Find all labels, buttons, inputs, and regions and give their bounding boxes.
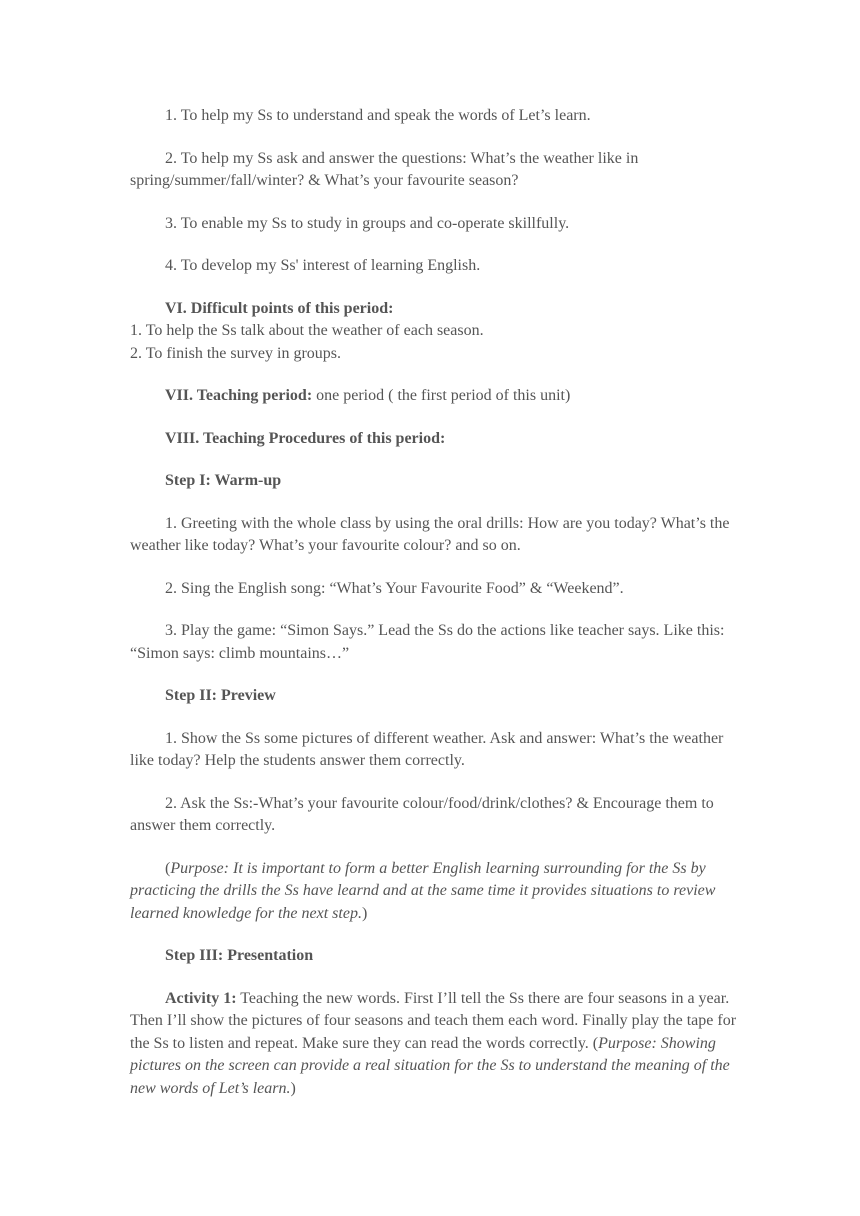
objective-4: 4. To develop my Ss' interest of learning English. <box>165 257 481 274</box>
step1-item-1: 1. Greeting with the whole class by using the oral drills: How are you today? What’s the weather like today? What’s your favourite colour? and so on. <box>130 514 730 554</box>
step3-activity-1 <box>130 988 740 1101</box>
activity-1-close: ) <box>290 1079 296 1097</box>
step1-heading: Step I: Warm-up <box>165 472 282 489</box>
step2-heading: Step II: Preview <box>165 687 276 704</box>
objective-2: 2. To help my Ss ask and answer the questions: What’s the weather like in spring/summer/fall/winter? & What’s your favourite season? <box>130 149 639 189</box>
step2-purpose-open: ( <box>165 859 171 877</box>
teaching-period <box>130 385 740 408</box>
procedures-heading: VIII. Teaching Procedures of this period: <box>165 429 446 447</box>
difficult-points-heading: VI. Difficult points of this period: <box>165 299 394 317</box>
step2-purpose-close: ) <box>361 904 368 922</box>
difficult-point-2: 2. To finish the survey in groups. <box>130 344 342 362</box>
activity-1-purpose: Purpose: Showing pictures on the screen can provide a real situation for the Ss to understand the meaning of the new words of Let’s learn. <box>130 1034 730 1097</box>
difficult-point-1: 1. To help the Ss talk about the weather of each season. <box>130 322 484 339</box>
step1-item-3: 3. Play the game: “Simon Says.” Lead the Ss do the actions like teacher says. Like this: “Simon says: climb mountains…” <box>130 622 725 662</box>
step2-purpose-text: Purpose: It is important to form a better English learning surrounding for the Ss by practicing the drills the Ss have learnd and at the same time it provides situations to review learned knowledge for the next step. <box>130 859 716 922</box>
step2-purpose <box>130 858 740 926</box>
activity-1-text: Teaching the new words. First I’ll tell the Ss there are four seasons in a year. Then I’ll show the pictures of four seasons and teach them each word. Finally play the tape for the Ss to listen and repeat. Make sure they can read the words correctly. ( <box>130 989 737 1052</box>
objective-3: 3. To enable my Ss to study in groups and co-operate skillfully. <box>165 214 570 232</box>
step1-item-2: 2. Sing the English song: “What’s Your Favourite Food” & “Weekend”. <box>165 579 624 597</box>
activity-1-label: Activity 1: <box>165 989 237 1007</box>
step2-item-1: 1. Show the Ss some pictures of different weather. Ask and answer: What’s the weather like today? Help the students answer them correctly. <box>130 729 724 769</box>
document-page <box>130 105 740 1100</box>
teaching-period-text: one period ( the first period of this unit) <box>312 387 571 404</box>
step2-item-2: 2. Ask the Ss:-What’s your favourite colour/food/drink/clothes? & Encourage them to answer them correctly. <box>130 794 714 834</box>
step3-heading: Step III: Presentation <box>165 947 314 964</box>
teaching-period-label: VII. Teaching period: <box>165 387 313 404</box>
objective-1: 1. To help my Ss to understand and speak the words of Let’s learn. <box>165 107 591 124</box>
